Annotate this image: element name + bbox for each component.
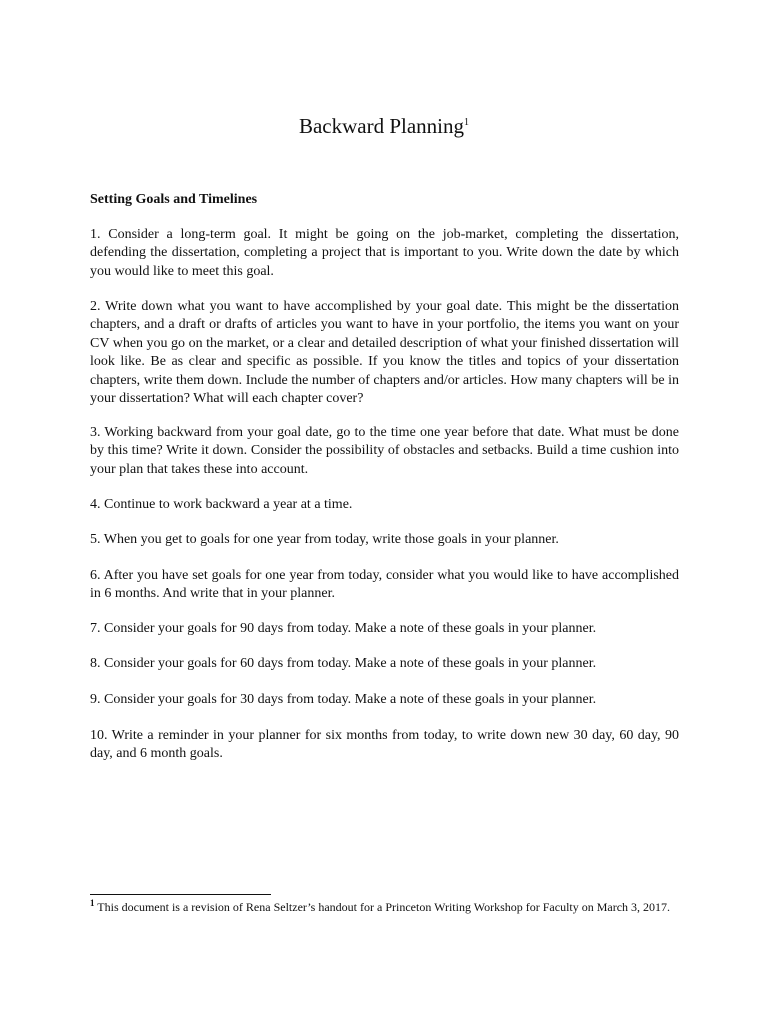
paragraph-step-4: 4. Continue to work backward a year at a time. bbox=[90, 497, 353, 512]
paragraph-step-9: 9. Consider your goals for 30 days from today. Make a note of these goals in your planner. bbox=[90, 692, 597, 707]
section-heading: Setting Goals and Timelines bbox=[90, 192, 258, 207]
footnote-marker: 1 bbox=[90, 898, 95, 908]
footnote bbox=[90, 899, 679, 916]
title-text: Backward Planning bbox=[298, 114, 465, 138]
paragraph-step-1: 1. Consider a long-term goal. It might be going on the job-market, completing the dissertation, defending the dissertation, completing a project that is important to you. Write down the date by which you would like to meet this goal. bbox=[90, 227, 679, 279]
paragraph-step-6: 6. After you have set goals for one year from today, consider what you would like to have accomplished in 6 months. And write that in your planner. bbox=[90, 568, 679, 602]
footnote-text: This document is a revision of Rena Seltzer’s handout for a Princeton Writing Workshop for Faculty on March 3, 2017. bbox=[94, 900, 671, 914]
paragraph-step-3: 3. Working backward from your goal date, go to the time one year before that date. What must be done by this time? Write it down. Consider the possibility of obstacles and setbacks. Build a time cushion into your plan that takes these into account. bbox=[90, 425, 679, 477]
document-title bbox=[0, 112, 768, 140]
title-footnote-marker: 1 bbox=[464, 117, 470, 128]
paragraph-step-7: 7. Consider your goals for 90 days from today. Make a note of these goals in your planner. bbox=[90, 621, 597, 636]
paragraph-step-10: 10. Write a reminder in your planner for six months from today, to write down new 30 day, 60 day, 90 day, and 6 month goals. bbox=[90, 728, 679, 762]
paragraph-step-5: 5. When you get to goals for one year from today, write those goals in your planner. bbox=[90, 532, 559, 547]
paragraph-step-2: 2. Write down what you want to have accomplished by your goal date. This might be the dissertation chapters, and a draft or drafts of articles you want to have in your portfolio, the items you want on your CV when you go on the market, or a clear and detailed description of what your finished dissertation will look like. Be as clear and specific as possible. If you know the titles and topics of your dissertation chapters, write them down. Include the number of chapters and/or articles. How many chapters will be in your dissertation? What will each chapter cover? bbox=[90, 299, 679, 407]
footnote-separator bbox=[90, 894, 271, 895]
paragraph-step-8: 8. Consider your goals for 60 days from today. Make a note of these goals in your planner. bbox=[90, 656, 597, 671]
